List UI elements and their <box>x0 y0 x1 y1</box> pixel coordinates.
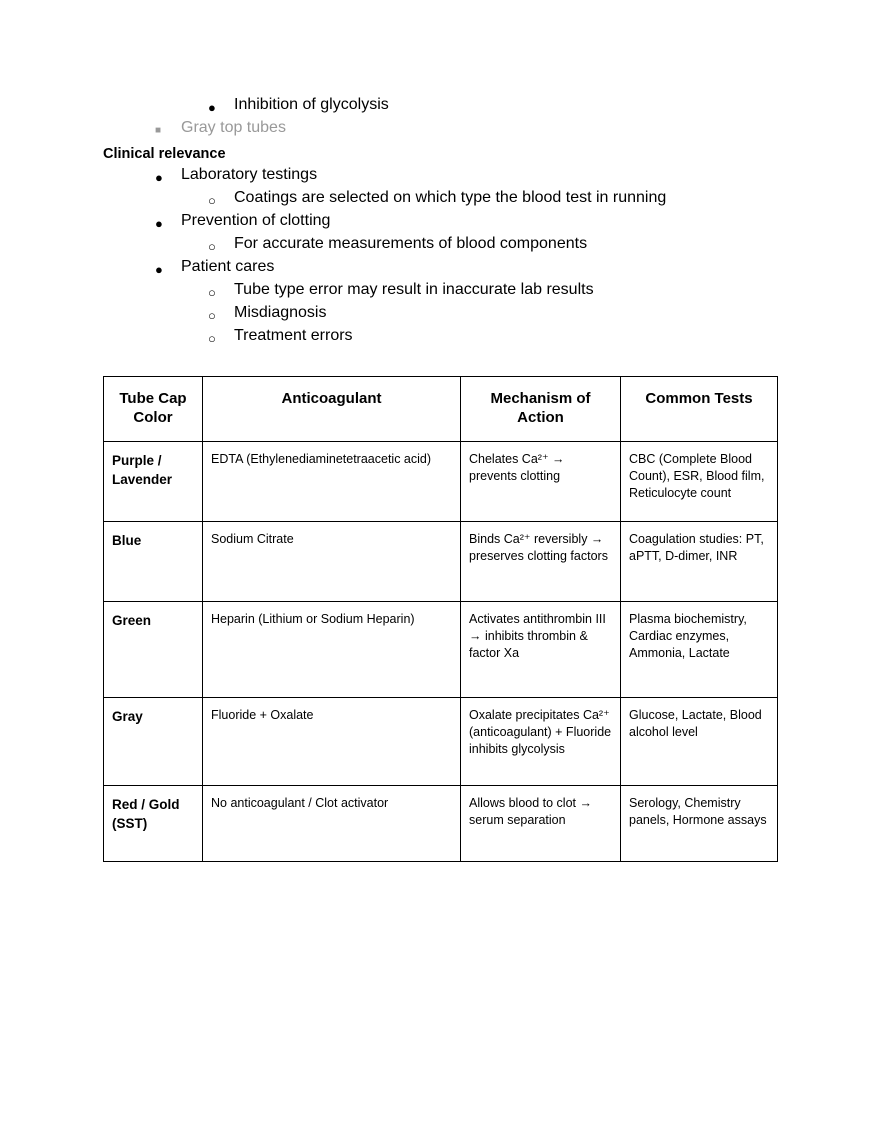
bullet-circle-icon: ○ <box>208 331 216 346</box>
bullet-square-icon: ■ <box>155 125 162 136</box>
bullet-circle-icon: ○ <box>208 285 216 300</box>
cell-mechanism: Oxalate precipitates Ca²⁺ (anticoagulant) + Fluoride inhibits glycolysis <box>461 698 621 786</box>
cell-anticoagulant: No anticoagulant / Clot activator <box>203 786 461 862</box>
list-item <box>208 304 783 327</box>
column-header-mechanism-of-action: Mechanism of Action <box>461 377 621 442</box>
bullet-disc-icon: ● <box>155 262 163 277</box>
list-item-label: Prevention of clotting <box>181 212 331 229</box>
cell-mechanism: Activates antithrombin III → inhibits thrombin & factor Xa <box>461 602 621 698</box>
list-item <box>208 281 783 304</box>
list-item-label: For accurate measurements of blood components <box>234 235 588 252</box>
cell-anticoagulant: Heparin (Lithium or Sodium Heparin) <box>203 602 461 698</box>
cell-tube-cap-color: Blue <box>104 522 203 602</box>
table-row <box>104 522 778 602</box>
cell-tube-cap-color: Red / Gold (SST) <box>104 786 203 862</box>
cell-anticoagulant: EDTA (Ethylenediaminetetraacetic acid) <box>203 442 461 522</box>
list-item-label: Laboratory testings <box>181 166 318 183</box>
list-item-label: Inhibition of glycolysis <box>234 96 389 113</box>
list-item <box>208 235 783 258</box>
list-item-label: Treatment errors <box>234 327 353 344</box>
list-item <box>155 258 783 281</box>
column-header-tube-cap-color: Tube Cap Color <box>104 377 203 442</box>
bullet-disc-icon: ● <box>155 170 163 185</box>
cell-common-tests: Coagulation studies: PT, aPTT, D-dimer, INR <box>621 522 778 602</box>
list-item <box>208 189 783 212</box>
cell-mechanism: Binds Ca²⁺ reversibly → preserves clotting factors <box>461 522 621 602</box>
cell-common-tests: CBC (Complete Blood Count), ESR, Blood film, Reticulocyte count <box>621 442 778 522</box>
list-item <box>155 212 783 235</box>
list-item-label: Gray top tubes <box>181 119 286 136</box>
list-item-label: Patient cares <box>181 258 275 275</box>
cell-tube-cap-color: Gray <box>104 698 203 786</box>
table-row <box>104 442 778 522</box>
cell-common-tests: Plasma biochemistry, Cardiac enzymes, Ammonia, Lactate <box>621 602 778 698</box>
table-row <box>104 602 778 698</box>
cell-common-tests: Glucose, Lactate, Blood alcohol level <box>621 698 778 786</box>
section-heading: Clinical relevance <box>103 146 226 162</box>
list-item-label: Coatings are selected on which type the blood test in running <box>234 189 667 206</box>
document-content <box>103 96 783 862</box>
cell-tube-cap-color: Green <box>104 602 203 698</box>
cell-anticoagulant: Fluoride + Oxalate <box>203 698 461 786</box>
list-item-label: Tube type error may result in inaccurate lab results <box>234 281 594 298</box>
bullet-circle-icon: ○ <box>208 193 216 208</box>
cell-anticoagulant: Sodium Citrate <box>203 522 461 602</box>
list-item-label: Misdiagnosis <box>234 304 327 321</box>
list-item <box>208 96 783 119</box>
cell-common-tests: Serology, Chemistry panels, Hormone assays <box>621 786 778 862</box>
list-item <box>155 166 783 189</box>
bullet-circle-icon: ○ <box>208 308 216 323</box>
cell-tube-cap-color: Purple / Lavender <box>104 442 203 522</box>
table-header-row <box>104 377 778 442</box>
list-item <box>155 119 783 142</box>
list-item <box>208 327 783 350</box>
column-header-anticoagulant: Anticoagulant <box>203 377 461 442</box>
bullet-disc-icon: ● <box>155 216 163 231</box>
column-header-common-tests: Common Tests <box>621 377 778 442</box>
cell-mechanism: Chelates Ca²⁺ → prevents clotting <box>461 442 621 522</box>
bullet-circle-icon: ○ <box>208 239 216 254</box>
blood-tube-table <box>103 376 778 862</box>
bullet-disc-icon: ● <box>208 100 216 115</box>
table-row <box>104 786 778 862</box>
table-row <box>104 698 778 786</box>
cell-mechanism: Allows blood to clot → serum separation <box>461 786 621 862</box>
